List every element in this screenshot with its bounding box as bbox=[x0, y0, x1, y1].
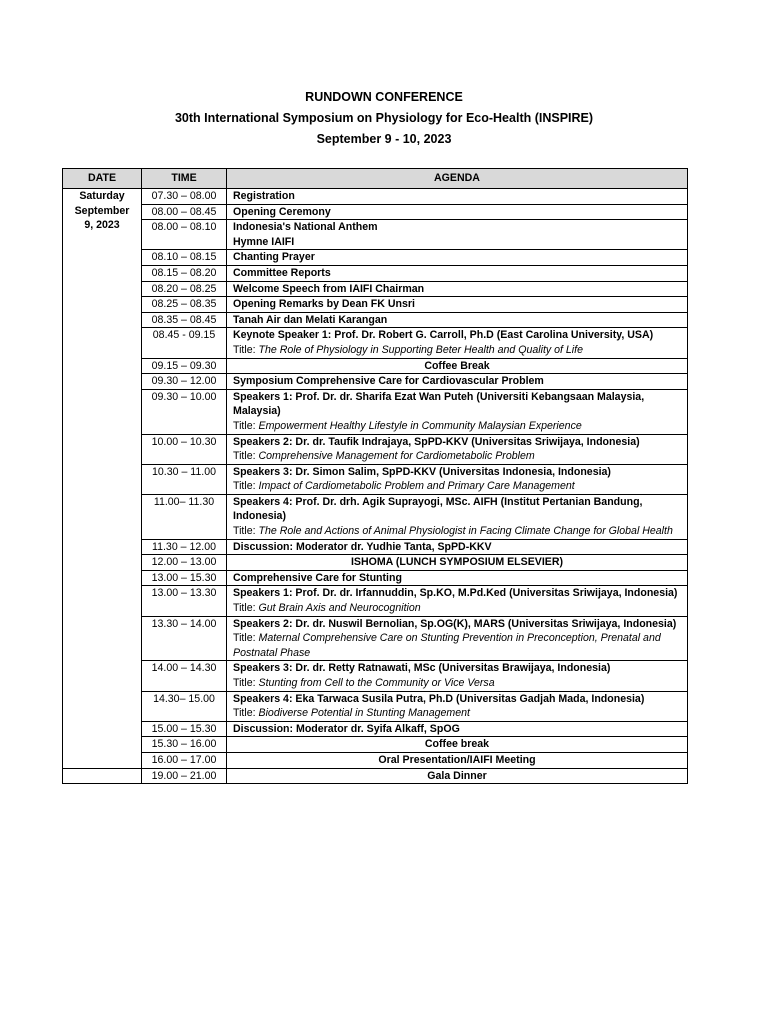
talk-title-prefix: Title: bbox=[233, 525, 259, 538]
agenda-item: Opening Remarks by Dean FK Unsri bbox=[233, 298, 415, 311]
time-cell: 08.35 – 08.45 bbox=[142, 312, 227, 328]
agenda-item: Oral Presentation/IAIFI Meeting bbox=[378, 753, 536, 766]
table-row bbox=[63, 570, 688, 586]
agenda-cell bbox=[227, 555, 688, 571]
table-row bbox=[63, 374, 688, 390]
agenda-item: Gala Dinner bbox=[427, 769, 487, 782]
talk-title bbox=[233, 706, 681, 721]
title-line-3: September 9 - 10, 2023 bbox=[316, 132, 452, 146]
agenda-item: Discussion: Moderator dr. Syifa Alkaff, SpOG bbox=[233, 722, 460, 735]
agenda-item: Tanah Air dan Melati Karangan bbox=[233, 313, 388, 326]
table-row bbox=[63, 434, 688, 464]
column-header-date: DATE bbox=[63, 169, 142, 189]
table-row bbox=[63, 691, 688, 721]
table-row bbox=[63, 358, 688, 374]
agenda-item: Speakers 2: Dr. dr. Nuswil Bernolian, Sp.OG(K), MARS (Universitas Sriwijaya, Indonesia) bbox=[233, 617, 677, 630]
table-row bbox=[63, 539, 688, 555]
talk-title-prefix: Title: bbox=[233, 632, 259, 645]
talk-title-prefix: Title: bbox=[233, 450, 259, 463]
time-cell: 08.00 – 08.10 bbox=[142, 220, 227, 250]
table-row bbox=[63, 220, 688, 250]
agenda-cell bbox=[227, 358, 688, 374]
agenda-cell bbox=[227, 374, 688, 390]
table-row bbox=[63, 752, 688, 768]
agenda-item: Speakers 3: Dr. dr. Retty Ratnawati, MSc (Universitas Brawijaya, Indonesia) bbox=[233, 662, 611, 675]
time-cell: 07.30 – 08.00 bbox=[142, 189, 227, 205]
time-cell: 19.00 – 21.00 bbox=[142, 768, 227, 784]
agenda-item: Speakers 4: Eka Tarwaca Susila Putra, Ph.D (Universitas Gadjah Mada, Indonesia) bbox=[233, 692, 645, 705]
agenda-item: Registration bbox=[233, 190, 295, 202]
table-row bbox=[63, 204, 688, 220]
time-cell: 09.30 – 10.00 bbox=[142, 389, 227, 434]
agenda-cell bbox=[227, 616, 688, 661]
table-row bbox=[63, 616, 688, 661]
time-cell: 15.30 – 16.00 bbox=[142, 737, 227, 753]
time-cell: 10.30 – 11.00 bbox=[142, 464, 227, 494]
time-cell: 11.00– 11.30 bbox=[142, 494, 227, 539]
agenda-cell bbox=[227, 737, 688, 753]
time-cell: 08.20 – 08.25 bbox=[142, 281, 227, 297]
agenda-item: Discussion: Moderator dr. Yudhie Tanta, SpPD-KKV bbox=[233, 540, 492, 553]
talk-title bbox=[233, 601, 681, 616]
date-cell: Saturday September 9, 2023 bbox=[63, 189, 142, 769]
agenda-cell bbox=[227, 539, 688, 555]
talk-title bbox=[233, 419, 681, 434]
agenda-cell bbox=[227, 204, 688, 220]
agenda-item: Speakers 2: Dr. dr. Taufik Indrajaya, SpPD-KKV (Universitas Sriwijaya, Indonesia) bbox=[233, 435, 640, 448]
column-header-agenda: AGENDA bbox=[227, 169, 688, 189]
time-cell: 13.30 – 14.00 bbox=[142, 616, 227, 661]
agenda-cell bbox=[227, 661, 688, 691]
talk-title-text: Comprehensive Management for Cardiometabolic Problem bbox=[258, 450, 535, 463]
agenda-cell bbox=[227, 570, 688, 586]
agenda-cell bbox=[227, 389, 688, 434]
time-cell: 10.00 – 10.30 bbox=[142, 434, 227, 464]
talk-title bbox=[233, 343, 681, 358]
agenda-cell bbox=[227, 434, 688, 464]
agenda-cell bbox=[227, 586, 688, 616]
column-header-time: TIME bbox=[142, 169, 227, 189]
agenda-cell bbox=[227, 312, 688, 328]
agenda-cell bbox=[227, 768, 688, 784]
table-row bbox=[63, 737, 688, 753]
agenda-item: Committee Reports bbox=[233, 266, 331, 279]
time-cell: 15.00 – 15.30 bbox=[142, 721, 227, 737]
time-cell: 09.30 – 12.00 bbox=[142, 374, 227, 390]
time-cell: 14.00 – 14.30 bbox=[142, 661, 227, 691]
agenda-item: Indonesia's National Anthem bbox=[233, 221, 378, 234]
table-row bbox=[63, 189, 688, 205]
talk-title-text: Stunting from Cell to the Community or Vice Versa bbox=[258, 677, 495, 689]
agenda-cell bbox=[227, 189, 688, 205]
talk-title-text: Maternal Comprehensive Care on Stunting Prevention in Preconception, Prenatal and Postnatal Phase bbox=[233, 632, 661, 659]
agenda-cell bbox=[227, 691, 688, 721]
time-cell: 11.30 – 12.00 bbox=[142, 539, 227, 555]
talk-title-text: Impact of Cardiometabolic Problem and Primary Care Management bbox=[258, 480, 575, 493]
talk-title-text: Empowerment Healthy Lifestyle in Community Malaysian Experience bbox=[258, 419, 582, 432]
time-cell: 13.00 – 15.30 bbox=[142, 570, 227, 586]
table-row bbox=[63, 661, 688, 691]
talk-title-prefix: Title: bbox=[233, 677, 259, 689]
agenda-item: Speakers 4: Prof. Dr. drh. Agik Suprayogi, MSc. AIFH (Institut Pertanian Bandung, Indonesia) bbox=[233, 495, 643, 523]
agenda-item: Symposium Comprehensive Care for Cardiovascular Problem bbox=[233, 375, 544, 388]
time-cell: 09.15 – 09.30 bbox=[142, 358, 227, 374]
table-row bbox=[63, 555, 688, 571]
time-cell: 08.45 - 09.15 bbox=[142, 328, 227, 358]
table-row bbox=[63, 768, 688, 784]
agenda-cell bbox=[227, 494, 688, 539]
agenda-cell bbox=[227, 297, 688, 313]
table-body bbox=[63, 189, 688, 784]
time-cell: 14.30– 15.00 bbox=[142, 691, 227, 721]
agenda-cell bbox=[227, 265, 688, 281]
agenda-cell bbox=[227, 281, 688, 297]
talk-title-prefix: Title: bbox=[233, 602, 259, 615]
title-line-2: 30th International Symposium on Physiology for Eco-Health (INSPIRE) bbox=[174, 111, 594, 125]
table-row bbox=[63, 297, 688, 313]
agenda-cell bbox=[227, 464, 688, 494]
agenda-item: Hymne IAIFI bbox=[233, 235, 295, 248]
talk-title-prefix: Title: bbox=[233, 707, 259, 720]
talk-title-text: Biodiverse Potential in Stunting Management bbox=[258, 707, 470, 720]
talk-title bbox=[233, 524, 681, 539]
title-line-1: RUNDOWN CONFERENCE bbox=[305, 90, 463, 104]
agenda-item: Opening Ceremony bbox=[233, 205, 331, 218]
agenda-cell bbox=[227, 752, 688, 768]
table-row bbox=[63, 265, 688, 281]
agenda-item: ISHOMA (LUNCH SYMPOSIUM ELSEVIER) bbox=[350, 556, 564, 569]
table-row bbox=[63, 464, 688, 494]
talk-title-prefix: Title: bbox=[233, 480, 259, 493]
time-cell: 08.25 – 08.35 bbox=[142, 297, 227, 313]
time-cell: 16.00 – 17.00 bbox=[142, 752, 227, 768]
talk-title-text: The Role and Actions of Animal Physiologist in Facing Climate Change for Global Health bbox=[258, 525, 673, 538]
table-header-row bbox=[63, 169, 688, 189]
agenda-cell bbox=[227, 721, 688, 737]
talk-title bbox=[233, 479, 681, 494]
rundown-table bbox=[62, 168, 688, 784]
agenda-item: Chanting Prayer bbox=[233, 251, 315, 264]
time-cell: 08.00 – 08.45 bbox=[142, 204, 227, 220]
time-cell: 08.10 – 08.15 bbox=[142, 250, 227, 266]
table-row bbox=[63, 494, 688, 539]
time-cell: 13.00 – 13.30 bbox=[142, 586, 227, 616]
agenda-cell bbox=[227, 328, 688, 358]
table-row bbox=[63, 586, 688, 616]
time-cell: 08.15 – 08.20 bbox=[142, 265, 227, 281]
agenda-item: Welcome Speech from IAIFI Chairman bbox=[233, 282, 425, 295]
talk-title-text: Gut Brain Axis and Neurocognition bbox=[258, 602, 421, 615]
table-row bbox=[63, 389, 688, 434]
agenda-cell bbox=[227, 250, 688, 266]
talk-title-text: The Role of Physiology in Supporting Beter Health and Quality of Life bbox=[258, 343, 583, 356]
talk-title bbox=[233, 676, 681, 691]
agenda-item: Coffee Break bbox=[424, 359, 490, 372]
table-row bbox=[63, 328, 688, 358]
agenda-item: Comprehensive Care for Stunting bbox=[233, 571, 402, 584]
document-title bbox=[0, 87, 768, 150]
talk-title-prefix: Title: bbox=[233, 343, 259, 356]
date-cell bbox=[63, 768, 142, 784]
agenda-cell bbox=[227, 220, 688, 250]
table-row bbox=[63, 721, 688, 737]
table-row bbox=[63, 281, 688, 297]
agenda-item: Keynote Speaker 1: Prof. Dr. Robert G. Carroll, Ph.D (East Carolina University, USA) bbox=[233, 329, 654, 342]
agenda-item: Speakers 1: Prof. Dr. dr. Sharifa Ezat Wan Puteh (Universiti Kebangsaan Malaysia, Malaysia) bbox=[233, 390, 645, 418]
agenda-item: Coffee break bbox=[424, 738, 490, 751]
talk-title-prefix: Title: bbox=[233, 419, 259, 432]
table-row bbox=[63, 312, 688, 328]
agenda-item: Speakers 3: Dr. Simon Salim, SpPD-KKV (Universitas Indonesia, Indonesia) bbox=[233, 465, 611, 478]
talk-title bbox=[233, 631, 681, 660]
time-cell: 12.00 – 13.00 bbox=[142, 555, 227, 571]
agenda-item: Speakers 1: Prof. Dr. dr. Irfannuddin, Sp.KO, M.Pd.Ked (Universitas Sriwijaya, Indonesia) bbox=[233, 587, 678, 600]
talk-title bbox=[233, 449, 681, 464]
table-row bbox=[63, 250, 688, 266]
